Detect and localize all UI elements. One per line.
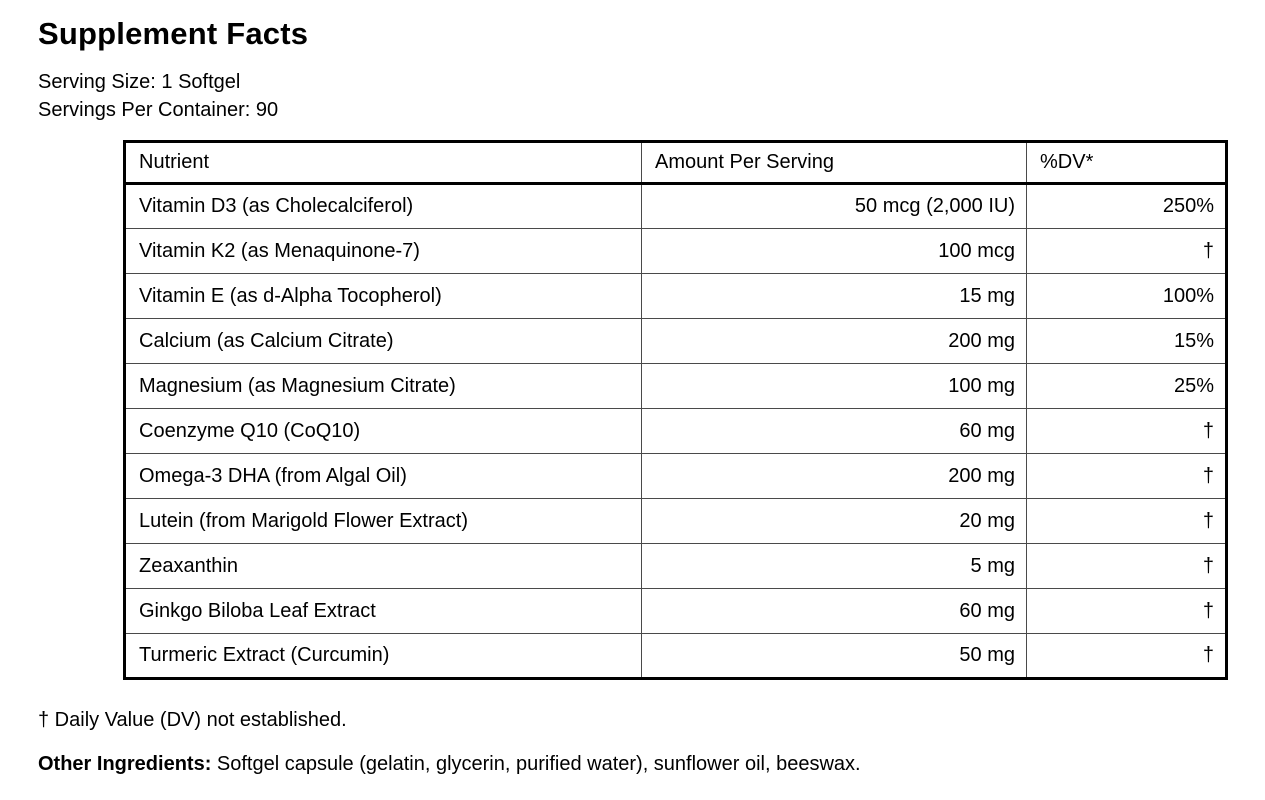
amount-cell: 100 mcg xyxy=(642,229,1027,274)
header-amount-per-serving: Amount Per Serving xyxy=(642,142,1027,184)
dv-cell: † xyxy=(1027,454,1227,499)
dv-cell: † xyxy=(1027,544,1227,589)
table-row xyxy=(125,184,1227,229)
dv-cell: 100% xyxy=(1027,274,1227,319)
amount-cell: 200 mg xyxy=(642,319,1027,364)
servings-per-container-line: Servings Per Container: 90 xyxy=(38,99,279,121)
dv-cell: † xyxy=(1027,499,1227,544)
dv-cell: 15% xyxy=(1027,319,1227,364)
table-row xyxy=(125,364,1227,409)
table-row xyxy=(125,274,1227,319)
amount-cell: 100 mg xyxy=(642,364,1027,409)
nutrient-cell: Magnesium (as Magnesium Citrate) xyxy=(125,364,642,409)
dv-cell: 25% xyxy=(1027,364,1227,409)
nutrient-cell: Turmeric Extract (Curcumin) xyxy=(125,634,642,679)
dv-cell: † xyxy=(1027,409,1227,454)
other-ingredients-label: Other Ingredients: xyxy=(38,753,212,775)
header-percent-dv: %DV* xyxy=(1027,142,1227,184)
nutrient-cell: Ginkgo Biloba Leaf Extract xyxy=(125,589,642,634)
table-row xyxy=(125,409,1227,454)
other-ingredients-text: Softgel capsule (gelatin, glycerin, purified water), sunflower oil, beeswax. xyxy=(211,753,861,775)
serving-info xyxy=(38,68,1227,124)
table-header-row xyxy=(125,142,1227,184)
table-row xyxy=(125,544,1227,589)
table-row xyxy=(125,319,1227,364)
nutrient-cell: Calcium (as Calcium Citrate) xyxy=(125,319,642,364)
serving-size-line: Serving Size: 1 Softgel xyxy=(38,71,241,93)
amount-cell: 5 mg xyxy=(642,544,1027,589)
table-row xyxy=(125,589,1227,634)
nutrient-cell: Lutein (from Marigold Flower Extract) xyxy=(125,499,642,544)
amount-cell: 15 mg xyxy=(642,274,1027,319)
page-title: Supplement Facts xyxy=(38,16,309,51)
nutrient-cell: Coenzyme Q10 (CoQ10) xyxy=(125,409,642,454)
amount-cell: 60 mg xyxy=(642,589,1027,634)
table-row xyxy=(125,454,1227,499)
amount-cell: 50 mg xyxy=(642,634,1027,679)
other-ingredients xyxy=(38,750,1227,778)
nutrient-cell: Vitamin K2 (as Menaquinone-7) xyxy=(125,229,642,274)
nutrient-cell: Zeaxanthin xyxy=(125,544,642,589)
dv-cell: † xyxy=(1027,229,1227,274)
amount-cell: 200 mg xyxy=(642,454,1027,499)
header-nutrient: Nutrient xyxy=(125,142,642,184)
table-row xyxy=(125,634,1227,679)
nutrient-cell: Vitamin D3 (as Cholecalciferol) xyxy=(125,184,642,229)
table-row xyxy=(125,499,1227,544)
amount-cell: 20 mg xyxy=(642,499,1027,544)
daily-value-footnote: † Daily Value (DV) not established. xyxy=(38,709,347,731)
amount-cell: 50 mcg (2,000 IU) xyxy=(642,184,1027,229)
supplement-facts-table xyxy=(123,140,1228,680)
dv-cell: † xyxy=(1027,634,1227,679)
table-row xyxy=(125,229,1227,274)
nutrient-cell: Omega-3 DHA (from Algal Oil) xyxy=(125,454,642,499)
dv-cell: 250% xyxy=(1027,184,1227,229)
dv-cell: † xyxy=(1027,589,1227,634)
amount-cell: 60 mg xyxy=(642,409,1027,454)
nutrient-cell: Vitamin E (as d-Alpha Tocopherol) xyxy=(125,274,642,319)
